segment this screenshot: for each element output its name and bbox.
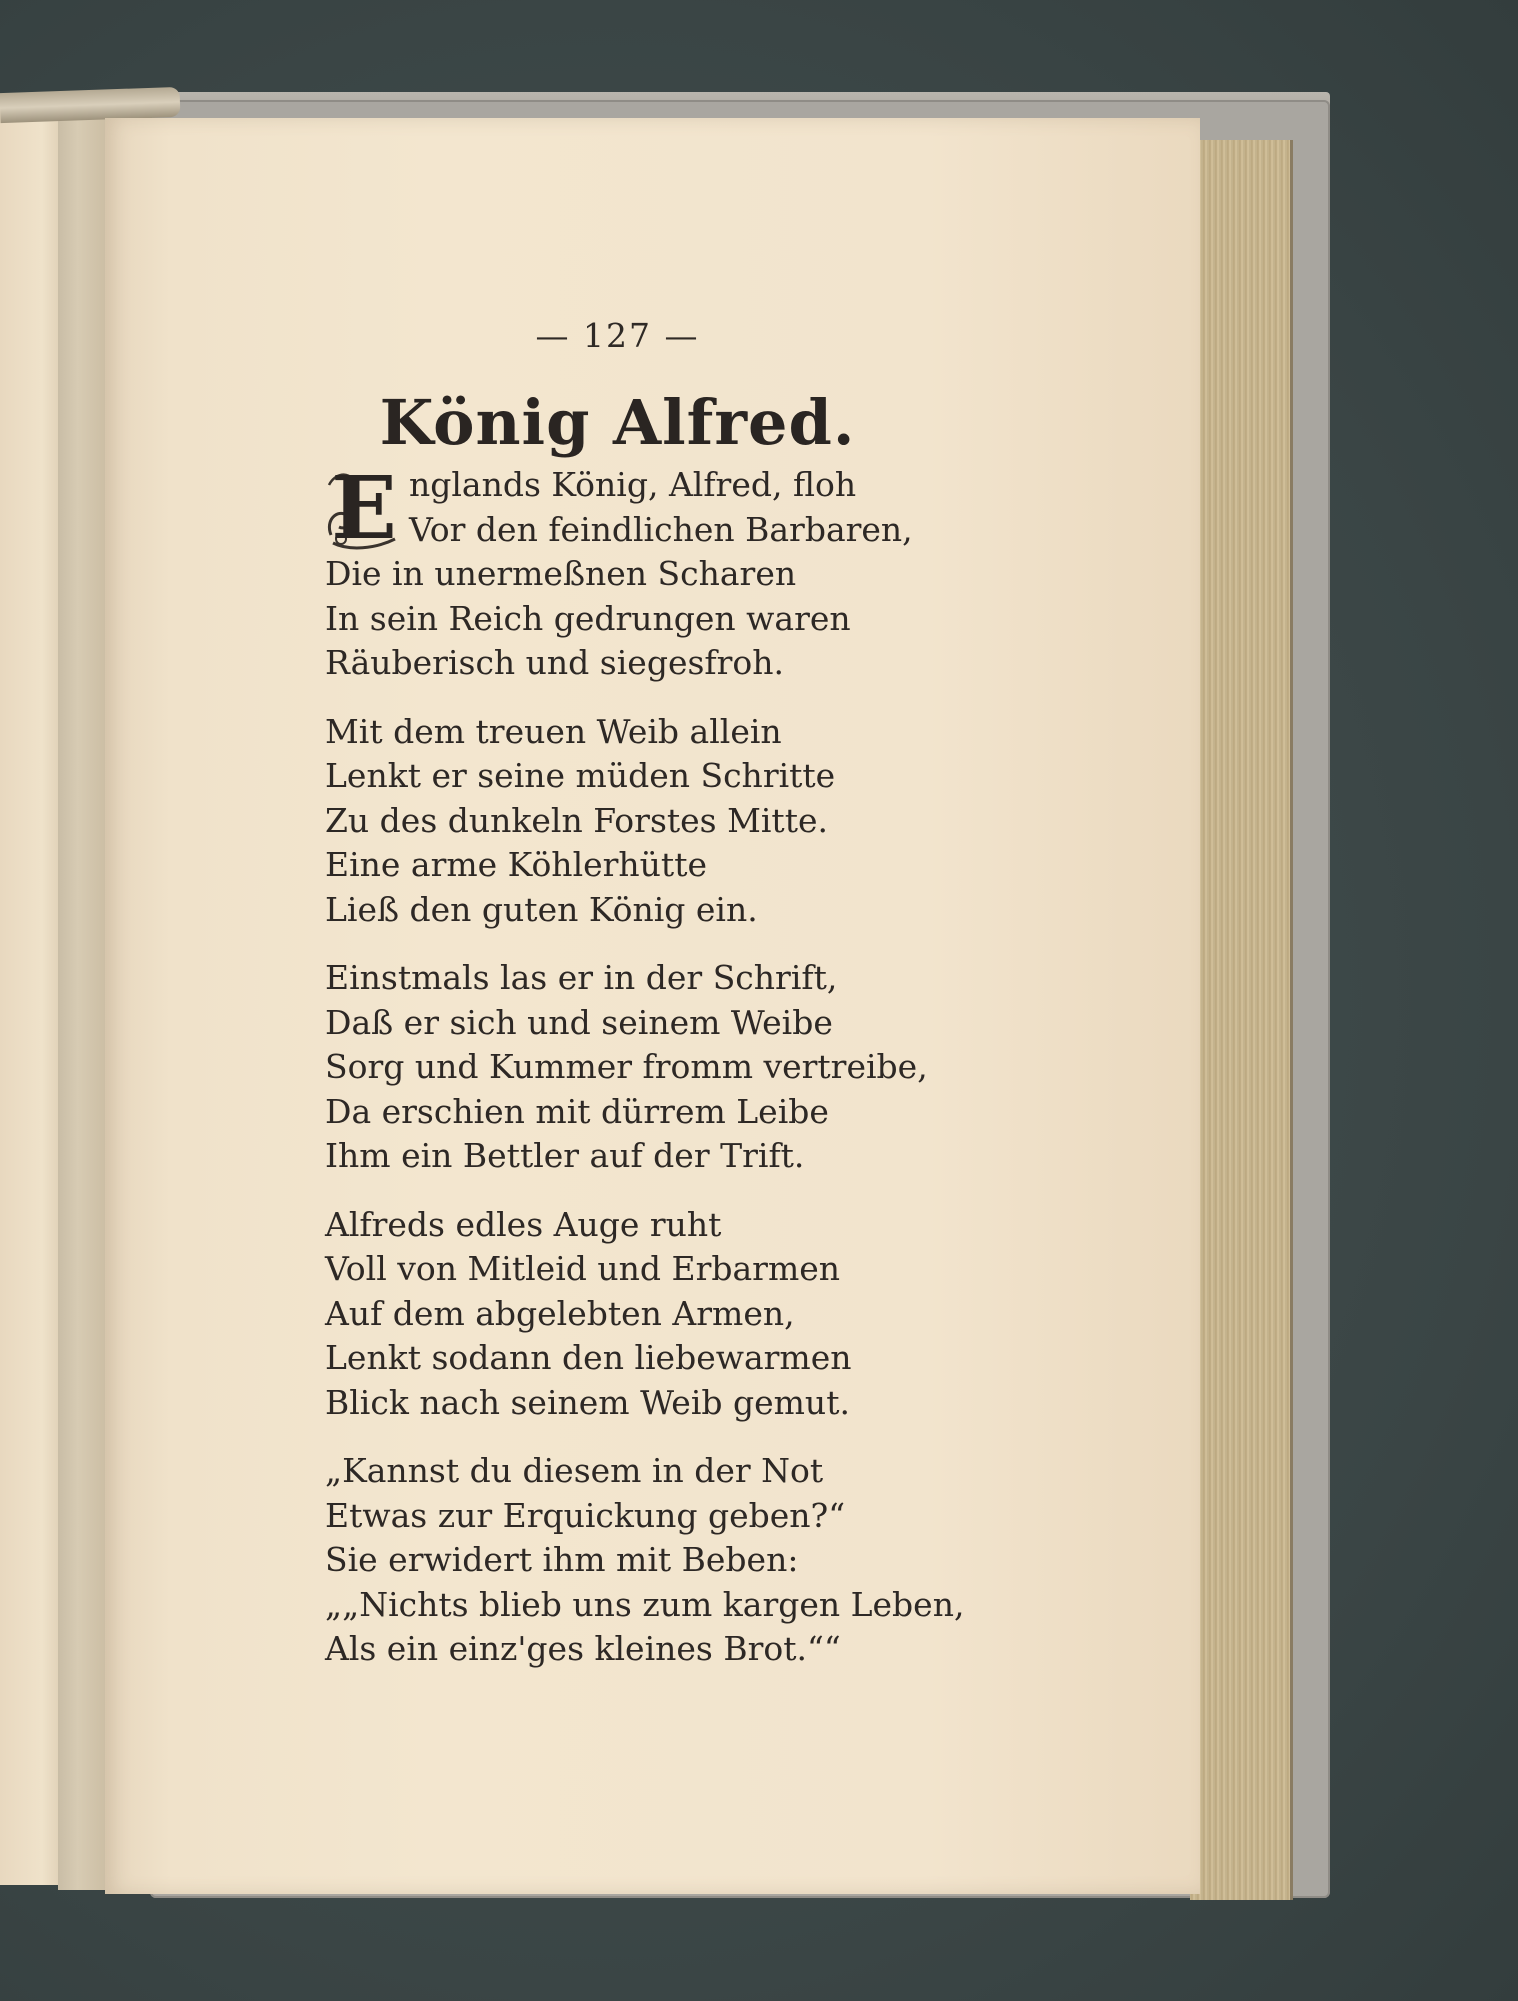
poem-line: Daß er sich und seinem Weibe [325, 1002, 833, 1042]
page-block-edges [1190, 140, 1293, 1900]
poem-line: Ihm ein Bettler auf der Trift. [325, 1136, 805, 1175]
drop-cap-letter: E [331, 458, 397, 559]
poem-line: Ließ den guten König ein. [325, 889, 758, 929]
poem-line: Auf dem abgelebten Armen, [325, 1293, 795, 1333]
poem-line-text: nglands König, Alfred, floh [409, 465, 857, 504]
poem-line: Mit dem treuen Weib allein [325, 711, 782, 751]
poem-line: „Kannst du diesem in der Not [325, 1451, 824, 1490]
poem-line: Eine arme Köhlerhütte [325, 845, 707, 884]
poem-line: Zu des dunkeln Forstes Mitte. [325, 800, 828, 840]
poem-title: König Alfred. [379, 386, 856, 459]
poem-line: Voll von Mitleid und Erbarmen [325, 1249, 841, 1288]
stanza-3 [325, 956, 1105, 1179]
poem-line: Blick nach seinem Weib gemut. [325, 1382, 850, 1422]
poem-line: Etwas zur Erquickung geben?“ [325, 1495, 846, 1535]
poem-line: Als ein einz'ges kleines Brot.““ [325, 1629, 841, 1668]
stanza-4 [325, 1203, 1105, 1426]
poem-line: Vor den feindlichen Barbaren, [409, 509, 913, 549]
stanza-2 [325, 710, 1105, 933]
right-page [105, 118, 1200, 1894]
book-gutter [58, 110, 108, 1890]
poem-body [325, 458, 1105, 1696]
stanza-1 [325, 458, 1105, 686]
poem-line: Lenkt er seine müden Schritte [325, 756, 836, 795]
poem-line: Alfreds edles Auge ruht [325, 1204, 722, 1244]
poem-line: Die in unermeßnen Scharen [325, 554, 797, 593]
stanza-5 [325, 1449, 1105, 1672]
poem-line: Lenkt sodann den liebewarmen [325, 1338, 852, 1377]
poem-line: Sie erwidert ihm mit Beben: [325, 1540, 799, 1579]
poem-line: „„Nichts blieb uns zum kargen Leben, [325, 1584, 965, 1624]
poem-line: Sorg und Kummer fromm vertreibe, [325, 1047, 928, 1086]
poem-line: Einstmals las er in der Schrift, [325, 958, 838, 997]
poem-line: Da erschien mit dürrem Leibe [325, 1091, 829, 1131]
poem-line: In sein Reich gedrungen waren [325, 598, 851, 638]
page-number: — 127 — [535, 316, 700, 355]
poem-line: Räuberisch und siegesfroh. [325, 643, 785, 682]
